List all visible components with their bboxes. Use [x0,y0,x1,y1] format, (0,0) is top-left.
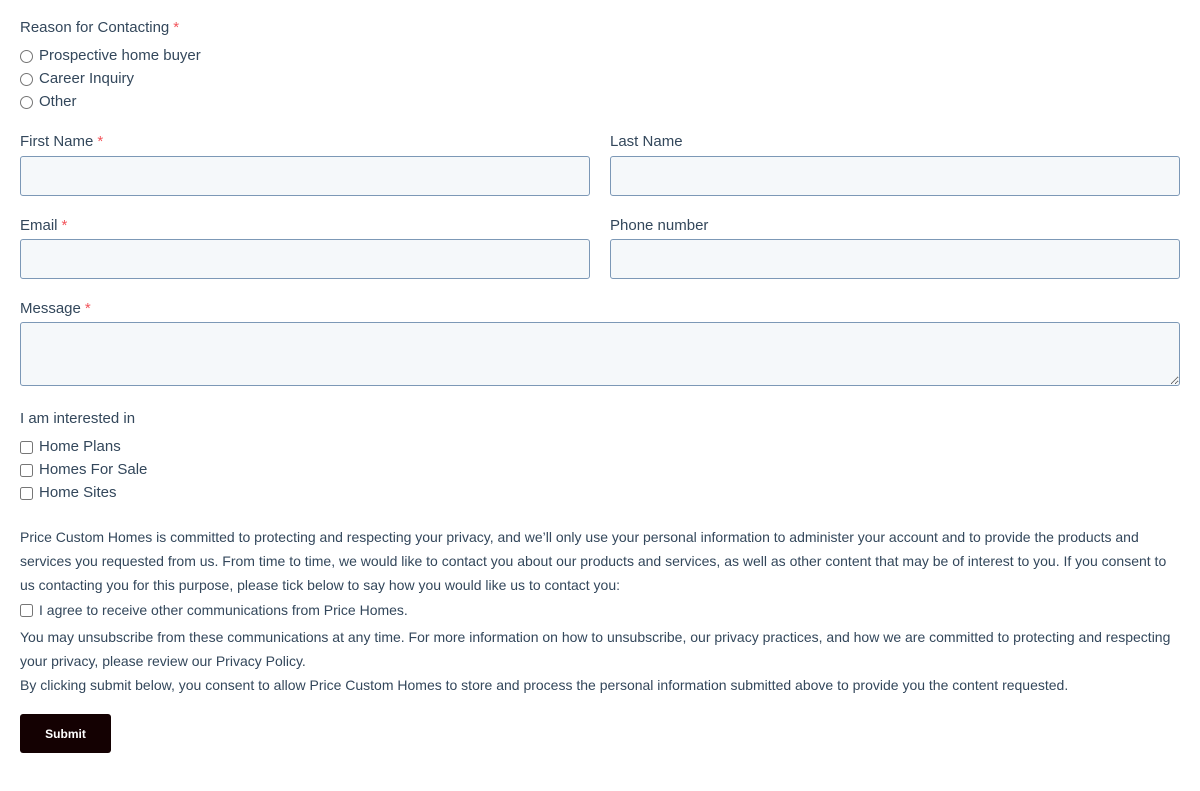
first-name-label [20,133,103,151]
email-label [20,217,67,235]
required-mark: * [61,217,68,234]
email-input[interactable] [20,239,590,279]
storage-consent-text: By clicking submit below, you consent to allow Price Custom Homes to store and process the personal information submitted above to provide you the content requested. [20,677,1069,693]
consent-label: I agree to receive other communications from Price Homes. [39,602,408,618]
interest-option-home-sites[interactable] [20,484,117,502]
interest-option-home-plans[interactable] [20,438,121,456]
phone-label-text: Phone number [610,217,709,234]
interest-checkbox-home-plans[interactable] [20,441,33,454]
privacy-policy-link[interactable]: Privacy Policy [215,653,302,669]
last-name-label [610,133,683,151]
first-name-input[interactable] [20,156,590,196]
reason-option-career-inquiry[interactable] [20,70,134,88]
reason-label [20,19,179,37]
interest-option-homes-for-sale[interactable] [20,461,147,479]
unsubscribe-text-body: You may unsubscribe from these communications at any time. For more information on how to unsubscribe, our privacy practices, and how we are committed to protecting and respecting your privacy, please review our [20,629,1171,669]
consent-checkbox[interactable] [20,604,33,617]
required-mark: * [173,19,180,36]
required-mark: * [97,133,104,150]
reason-radio-prospective-buyer[interactable] [20,50,33,63]
reason-option-label: Prospective home buyer [39,47,201,64]
unsubscribe-text-suffix: . [301,653,306,669]
message-label-text: Message [20,300,81,317]
interest-checkbox-home-sites[interactable] [20,487,33,500]
last-name-label-text: Last Name [610,133,683,150]
privacy-intro-text: Price Custom Homes is committed to protecting and respecting your privacy, and we’ll only use your personal information to administer your account and to provide the products and services you requested from us. From time to time, we would like to contact you about our products and services, as well as other content that may be of interest to you. If you consent to us contacting you for this purpose, please tick below to say how you would like us to contact you: [20,529,1167,593]
message-label [20,300,91,318]
last-name-input[interactable] [610,156,1180,196]
phone-input[interactable] [610,239,1180,279]
reason-option-other[interactable] [20,93,77,111]
required-mark: * [84,300,91,317]
reason-label-text: Reason for Contacting [20,19,170,36]
reason-option-prospective-buyer[interactable] [20,47,201,65]
consent-option[interactable] [20,601,408,619]
interest-checkbox-homes-for-sale[interactable] [20,464,33,477]
unsubscribe-text [20,625,1180,673]
email-label-text: Email [20,217,58,234]
message-textarea[interactable] [20,322,1180,386]
reason-radio-career-inquiry[interactable] [20,73,33,86]
interests-label [20,410,135,428]
reason-option-label: Career Inquiry [39,70,135,87]
reason-radio-other[interactable] [20,96,33,109]
interest-option-label: Home Sites [39,484,117,501]
interest-option-label: Homes For Sale [39,461,148,478]
reason-option-label: Other [39,93,77,110]
interests-label-text: I am interested in [20,410,136,427]
submit-button[interactable]: Submit [20,714,111,753]
first-name-label-text: First Name [20,133,94,150]
phone-label [610,217,708,235]
interest-option-label: Home Plans [39,438,121,455]
